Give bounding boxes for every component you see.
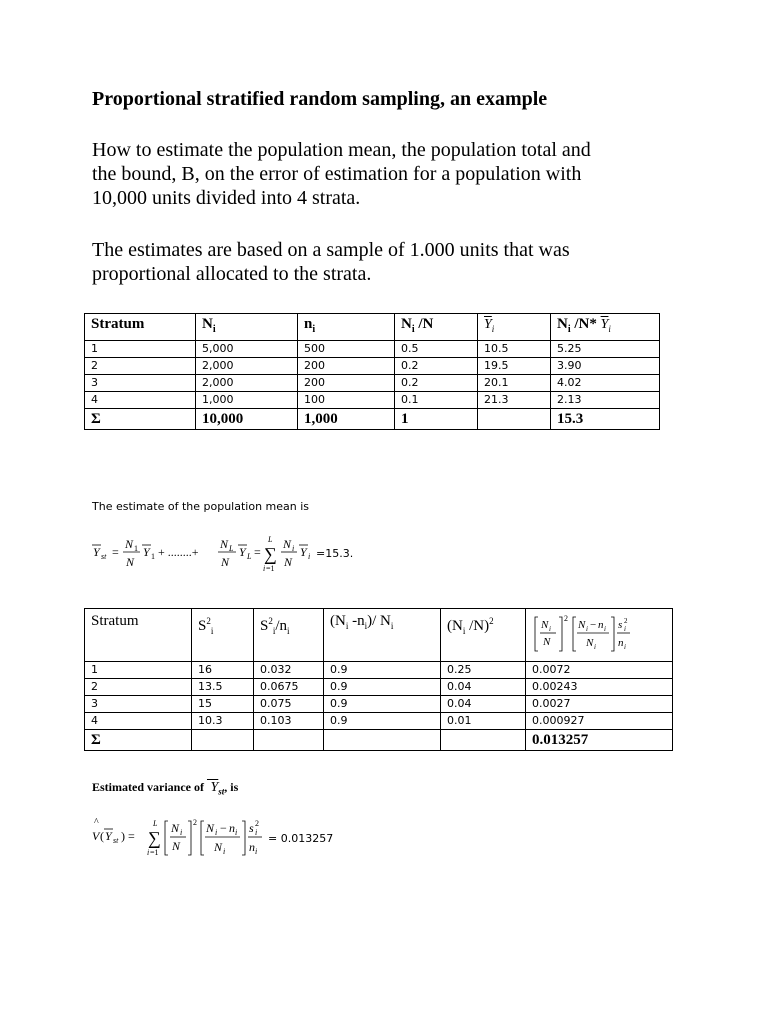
header-stratum: Stratum — [85, 609, 192, 662]
variance-label-end: , is — [224, 780, 239, 794]
svg-text:=: = — [254, 545, 261, 559]
svg-text:i: i — [624, 625, 626, 633]
svg-text:i: i — [255, 828, 258, 837]
cell: 0.9 — [324, 713, 441, 730]
cell: 100 — [298, 392, 395, 409]
cell: 200 — [298, 358, 395, 375]
cell: 19.5 — [478, 358, 551, 375]
variance-term-formula — [532, 611, 672, 655]
cell: 3.90 — [551, 358, 660, 375]
svg-text:i: i — [215, 828, 218, 837]
svg-text:i: i — [292, 544, 295, 553]
cell: 1,000 — [196, 392, 298, 409]
svg-text:2: 2 — [624, 617, 628, 625]
svg-text:i: i — [147, 848, 150, 857]
svg-text:∑: ∑ — [264, 544, 277, 564]
svg-text:(: ( — [100, 829, 104, 843]
svg-text:n: n — [249, 840, 255, 854]
svg-text:i: i — [223, 847, 226, 856]
intro-line-1: How to estimate the population mean, the population total and — [92, 139, 591, 161]
svg-text:1: 1 — [134, 544, 138, 553]
intro-line-2: the bound, B, on the error of estimation for a population with — [92, 163, 582, 185]
svg-text:N: N — [283, 537, 292, 551]
svg-text:−: − — [590, 619, 597, 631]
cell: 0.00243 — [526, 679, 673, 696]
cell: 0.103 — [254, 713, 324, 730]
page-title: Proportional stratified random sampling, an example — [92, 88, 548, 110]
svg-text:Y: Y — [143, 545, 150, 559]
mean-result: =15.3. — [316, 547, 354, 560]
svg-text:Y: Y — [239, 545, 246, 559]
svg-text:n: n — [618, 637, 624, 649]
table-header-row — [85, 314, 660, 341]
cell: 0.25 — [441, 662, 526, 679]
svg-text:i: i — [235, 828, 238, 837]
svg-text:s: s — [249, 821, 254, 835]
cell: 4 — [85, 713, 192, 730]
svg-text:^: ^ — [94, 817, 99, 828]
cell: 2.13 — [551, 392, 660, 409]
cell: 0.013257 — [526, 730, 673, 751]
svg-text:L: L — [268, 535, 273, 544]
cell: 1 — [85, 662, 192, 679]
cell: 4.02 — [551, 375, 660, 392]
svg-text:i: i — [624, 643, 626, 651]
header-Ni: $N_i$ — [196, 314, 298, 341]
header-S2i-over-ni: $S^2_i/n_i$ — [254, 609, 324, 662]
svg-text:N: N — [541, 619, 549, 631]
cell: 5,000 — [196, 341, 298, 358]
cell: 1,000 — [298, 409, 395, 430]
svg-text:N: N — [221, 555, 230, 569]
svg-text:N: N — [171, 821, 180, 835]
svg-text:L: L — [229, 544, 234, 553]
svg-text:2: 2 — [564, 614, 568, 623]
svg-text:i: i — [549, 625, 551, 633]
table-row — [85, 696, 673, 713]
svg-text:n: n — [598, 619, 604, 631]
table-row — [85, 358, 660, 375]
svg-text:=1: =1 — [150, 848, 159, 857]
mean-formula — [90, 530, 410, 580]
cell: 0.1 — [395, 392, 478, 409]
svg-text:2: 2 — [193, 818, 197, 827]
svg-text:i: i — [180, 828, 183, 837]
cell: 2 — [85, 358, 196, 375]
cell — [192, 730, 254, 751]
table-sum-row — [85, 409, 660, 430]
svg-text:) =: ) = — [121, 829, 135, 843]
intro-paragraph — [92, 138, 692, 210]
svg-text:=1: =1 — [266, 564, 275, 573]
cell: 2,000 — [196, 358, 298, 375]
svg-text:Y: Y — [105, 829, 112, 843]
sum-symbol: Σ — [85, 409, 196, 430]
cell: 2 — [85, 679, 192, 696]
cell: 3 — [85, 696, 192, 713]
svg-text:+ ........+: + ........+ — [158, 545, 199, 559]
cell — [324, 730, 441, 751]
cell: 500 — [298, 341, 395, 358]
header-ni: $n_i$ — [298, 314, 395, 341]
svg-text:N: N — [578, 619, 586, 631]
svg-text:i: i — [594, 643, 596, 651]
cell: 0.2 — [395, 358, 478, 375]
sample-paragraph — [92, 238, 692, 286]
cell: 0.0675 — [254, 679, 324, 696]
intro-line-3: 10,000 units divided into 4 strata. — [92, 187, 361, 209]
cell: 0.032 — [254, 662, 324, 679]
svg-text:N: N — [126, 555, 135, 569]
svg-text:N: N — [206, 821, 215, 835]
svg-text:1: 1 — [151, 552, 155, 561]
svg-text:n: n — [229, 821, 235, 835]
header-stratum: Stratum — [85, 314, 196, 341]
cell: 0.5 — [395, 341, 478, 358]
cell: 3 — [85, 375, 196, 392]
cell: 1 — [395, 409, 478, 430]
cell: 0.9 — [324, 679, 441, 696]
svg-text:N: N — [172, 839, 181, 853]
cell — [478, 409, 551, 430]
svg-text:Y: Y — [93, 545, 100, 559]
svg-text:i: i — [263, 564, 266, 573]
svg-text:=: = — [112, 545, 119, 559]
svg-text:st: st — [101, 552, 107, 561]
cell: 15.3 — [551, 409, 660, 430]
svg-text:−: − — [220, 821, 227, 835]
cell: 2,000 — [196, 375, 298, 392]
cell: 0.04 — [441, 679, 526, 696]
svg-text:N: N — [125, 537, 134, 551]
cell: 0.9 — [324, 662, 441, 679]
cell: 15 — [192, 696, 254, 713]
svg-text:L: L — [153, 819, 158, 828]
svg-text:N: N — [543, 636, 551, 648]
svg-text:i: i — [255, 847, 258, 856]
cell: 4 — [85, 392, 196, 409]
cell: 0.9 — [324, 696, 441, 713]
cell — [254, 730, 324, 751]
svg-text:L: L — [247, 552, 252, 561]
header-S2i: $S^2_i$ — [192, 609, 254, 662]
svg-text:s: s — [618, 619, 623, 631]
table-row — [85, 341, 660, 358]
cell: 0.04 — [441, 696, 526, 713]
cell: 0.000927 — [526, 713, 673, 730]
table-row — [85, 662, 673, 679]
sample-line-2: proportional allocated to the strata. — [92, 263, 372, 285]
svg-text:2: 2 — [255, 819, 259, 828]
table-row — [85, 713, 673, 730]
cell: 21.3 — [478, 392, 551, 409]
variance-label: Estimated variance of $Y_{st}$, is — [92, 780, 239, 797]
header-Ni-over-N: $N_i$ /N — [395, 314, 478, 341]
header-formula — [526, 609, 673, 662]
cell: 0.01 — [441, 713, 526, 730]
variance-result: = 0.013257 — [268, 832, 334, 845]
svg-text:st: st — [113, 836, 119, 845]
cell: 1 — [85, 341, 196, 358]
svg-text:N: N — [586, 637, 594, 649]
cell: 5.25 — [551, 341, 660, 358]
header-Ybar-i: $\overline{Y}_i$ — [478, 314, 551, 341]
svg-text:Y: Y — [300, 545, 307, 559]
svg-text:N: N — [220, 537, 229, 551]
table-row — [85, 375, 660, 392]
header-fpc: ($N_i$ $-n_i)/$ $N_i$ — [324, 609, 441, 662]
cell: 0.075 — [254, 696, 324, 713]
cell: 0.2 — [395, 375, 478, 392]
cell: 13.5 — [192, 679, 254, 696]
table-sum-row — [85, 730, 673, 751]
mean-label: The estimate of the population mean is — [92, 500, 310, 513]
cell: 0.0072 — [526, 662, 673, 679]
cell: 10.5 — [478, 341, 551, 358]
svg-text:N: N — [214, 840, 223, 854]
cell — [441, 730, 526, 751]
sum-symbol: Σ — [85, 730, 192, 751]
cell: 10,000 — [196, 409, 298, 430]
svg-text:V: V — [92, 829, 100, 843]
variance-label-text: Estimated variance of — [92, 780, 204, 794]
svg-text:i: i — [586, 625, 588, 633]
cell: 0.0027 — [526, 696, 673, 713]
variance-table — [84, 608, 673, 751]
strata-table — [84, 313, 660, 430]
table-row — [85, 679, 673, 696]
svg-text:i: i — [604, 625, 606, 633]
cell: 16 — [192, 662, 254, 679]
cell: 200 — [298, 375, 395, 392]
cell: 10.3 — [192, 713, 254, 730]
header-weighted-mean: $N_i$ /N* $\overline{Y}_i$ — [551, 314, 660, 341]
svg-text:∑: ∑ — [148, 828, 161, 848]
table-row — [85, 392, 660, 409]
svg-text:N: N — [284, 555, 293, 569]
cell: 20.1 — [478, 375, 551, 392]
svg-text:i: i — [308, 552, 311, 561]
sample-line-1: The estimates are based on a sample of 1.000 units that was — [92, 239, 570, 261]
table-header-row — [85, 609, 673, 662]
header-weight-squared: ($N_i$ /N)$^2$ — [441, 609, 526, 662]
